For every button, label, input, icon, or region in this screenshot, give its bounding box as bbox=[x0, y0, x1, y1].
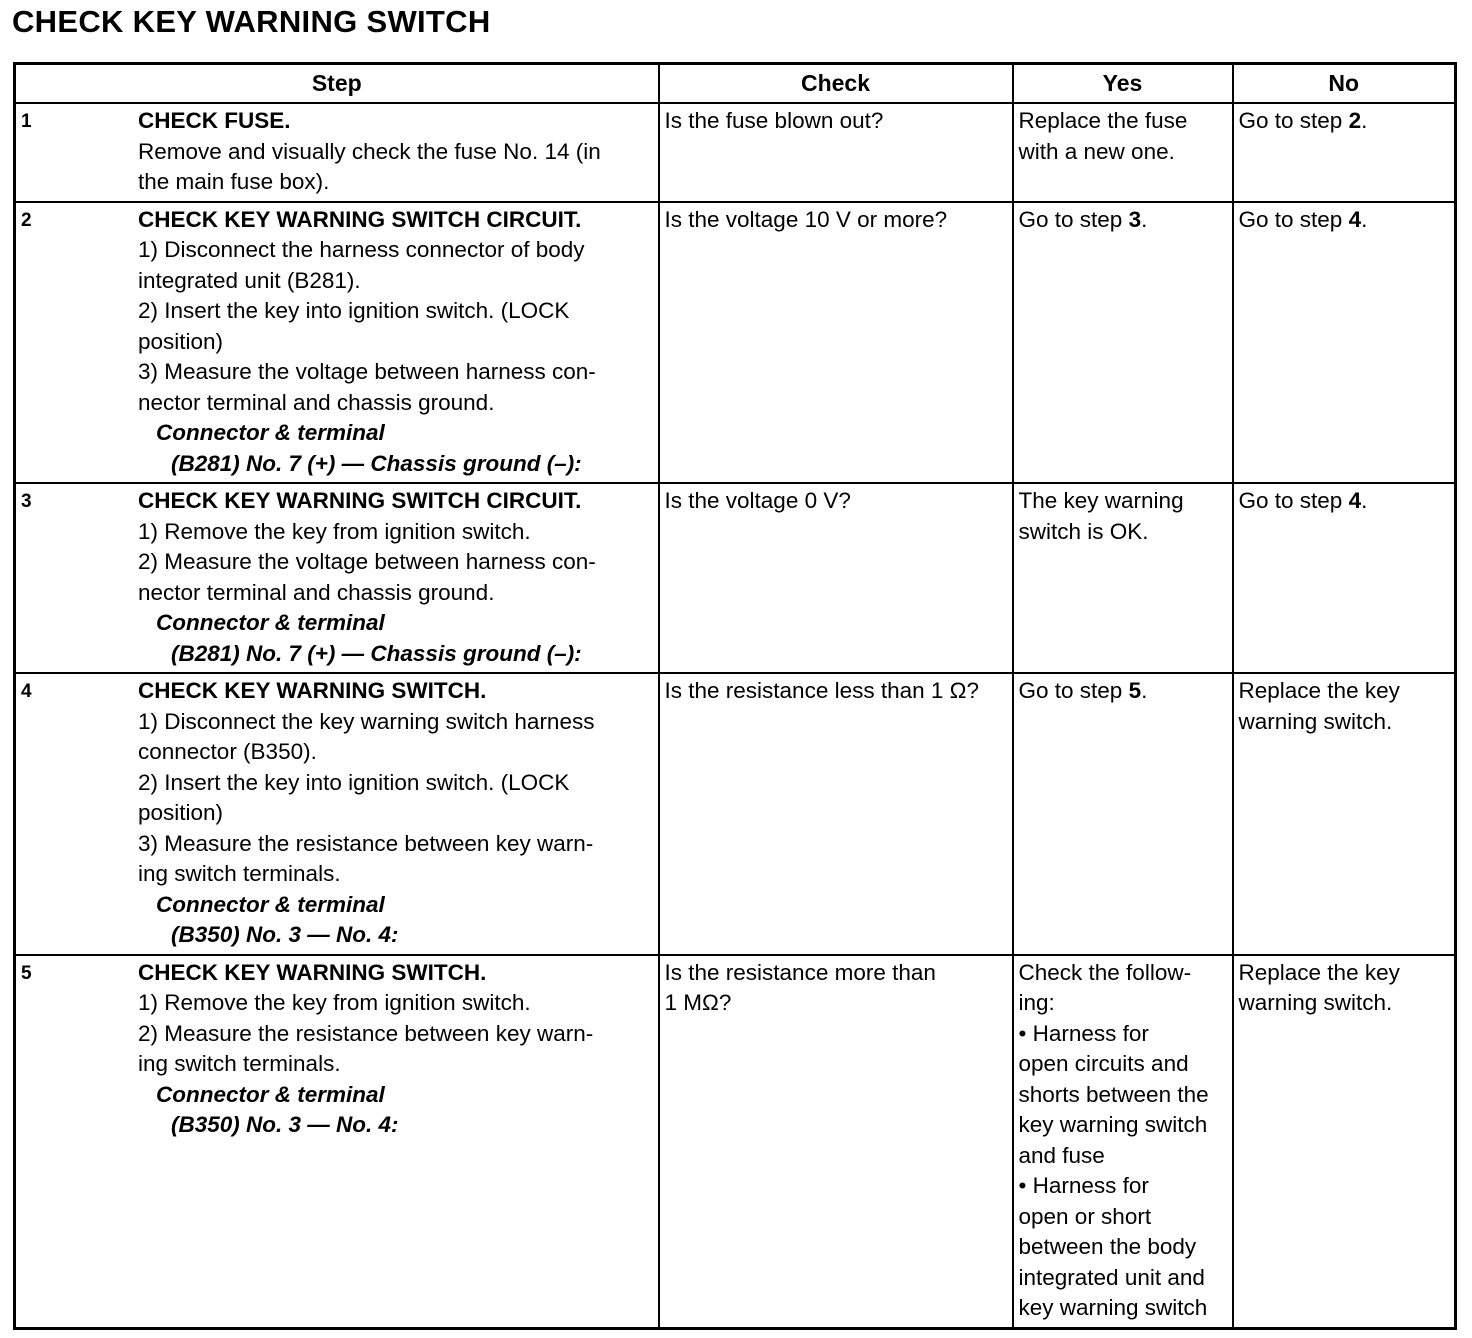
step-number: 2 bbox=[21, 209, 32, 231]
step-instruction: position) bbox=[138, 328, 224, 354]
step-instruction: ing switch terminals. bbox=[138, 1051, 341, 1076]
yes-text: key warning switch bbox=[1018, 1295, 1208, 1320]
connector-label: Connector & terminal bbox=[156, 1081, 385, 1107]
connector-value: (B350) No. 3 — No. 4: bbox=[171, 922, 399, 947]
table-row bbox=[15, 673, 1456, 955]
yes-text: between the body bbox=[1018, 1234, 1197, 1259]
diagnostic-table bbox=[13, 62, 1457, 1330]
connector-label: Connector & terminal bbox=[156, 610, 385, 635]
no-text: Go to step bbox=[1238, 108, 1349, 133]
connector-value: (B281) No. 7 (+) — Chassis ground (–): bbox=[171, 450, 582, 476]
yes-cell bbox=[1013, 955, 1233, 1329]
no-cell bbox=[1233, 202, 1456, 484]
check-text: Is the voltage 0 V? bbox=[664, 488, 851, 513]
check-cell bbox=[659, 483, 1013, 673]
step-number: 1 bbox=[21, 111, 32, 132]
yes-text: ing: bbox=[1018, 990, 1055, 1015]
step-instruction: 2) Insert the key into ignition switch. (LOCK bbox=[138, 769, 570, 795]
check-text: Is the fuse blown out? bbox=[664, 108, 884, 133]
no-text: Go to step bbox=[1238, 206, 1349, 232]
header-check: Check bbox=[659, 64, 1013, 104]
yes-cell bbox=[1013, 673, 1233, 955]
connector-label: Connector & terminal bbox=[156, 891, 385, 917]
header-step: Step bbox=[15, 64, 659, 104]
header-yes: Yes bbox=[1013, 64, 1233, 104]
yes-text: with a new one. bbox=[1018, 138, 1175, 164]
no-cell bbox=[1233, 673, 1456, 955]
yes-text: key warning switch bbox=[1018, 1112, 1208, 1137]
suffix: . bbox=[1361, 488, 1368, 513]
yes-cell bbox=[1013, 202, 1233, 484]
yes-text: open or short bbox=[1018, 1203, 1152, 1229]
yes-text: Go to step bbox=[1018, 678, 1129, 703]
yes-text: The key warning bbox=[1018, 488, 1184, 513]
page-title: CHECK KEY WARNING SWITCH bbox=[12, 4, 491, 39]
step-title: CHECK FUSE. bbox=[138, 108, 291, 133]
check-cell bbox=[659, 673, 1013, 955]
check-text: Is the voltage 10 V or more? bbox=[664, 206, 948, 232]
no-text: Go to step bbox=[1238, 488, 1349, 513]
step-ref: 4 bbox=[1348, 488, 1362, 513]
step-cell bbox=[15, 483, 659, 673]
yes-cell bbox=[1013, 483, 1233, 673]
step-instruction: 1) Remove the key from ignition switch. bbox=[138, 990, 531, 1015]
step-instruction: 3) Measure the resistance between key warn- bbox=[138, 830, 594, 856]
step-ref: 5 bbox=[1128, 678, 1142, 703]
table-row bbox=[15, 103, 1456, 202]
suffix: . bbox=[1141, 206, 1148, 232]
step-instruction: 1) Disconnect the harness connector of body bbox=[138, 237, 585, 262]
yes-text: switch is OK. bbox=[1018, 518, 1149, 544]
yes-text: Replace the fuse bbox=[1018, 108, 1188, 133]
step-title: CHECK KEY WARNING SWITCH CIRCUIT. bbox=[138, 488, 582, 513]
suffix: . bbox=[1361, 206, 1368, 232]
step-title: CHECK KEY WARNING SWITCH. bbox=[138, 678, 487, 703]
step-instruction: 1) Remove the key from ignition switch. bbox=[138, 518, 531, 544]
step-title: CHECK KEY WARNING SWITCH. bbox=[138, 959, 487, 985]
table-row bbox=[15, 202, 1456, 484]
step-instruction: nector terminal and chassis ground. bbox=[138, 389, 495, 415]
no-text: warning switch. bbox=[1238, 708, 1393, 734]
step-instruction: the main fuse box). bbox=[138, 169, 330, 194]
step-instruction: ing switch terminals. bbox=[138, 861, 341, 886]
step-instruction: position) bbox=[138, 800, 224, 825]
step-instruction: 2) Measure the voltage between harness con- bbox=[138, 549, 596, 574]
connector-value: (B281) No. 7 (+) — Chassis ground (–): bbox=[171, 640, 582, 666]
step-instruction: 2) Measure the resistance between key warn- bbox=[138, 1020, 594, 1046]
suffix: . bbox=[1141, 678, 1148, 703]
step-cell bbox=[15, 955, 659, 1329]
yes-text: • Harness for bbox=[1018, 1173, 1149, 1198]
connector-value: (B350) No. 3 — No. 4: bbox=[171, 1112, 399, 1137]
yes-text: Go to step bbox=[1018, 206, 1129, 232]
step-instruction: nector terminal and chassis ground. bbox=[138, 579, 495, 605]
step-instruction: connector (B350). bbox=[138, 739, 317, 764]
step-title: CHECK KEY WARNING SWITCH CIRCUIT. bbox=[138, 206, 582, 232]
yes-text: shorts between the bbox=[1018, 1081, 1209, 1107]
step-number: 3 bbox=[21, 491, 32, 512]
step-ref: 4 bbox=[1348, 206, 1362, 232]
check-cell bbox=[659, 955, 1013, 1329]
step-ref: 2 bbox=[1348, 108, 1362, 133]
yes-text: and fuse bbox=[1018, 1142, 1105, 1168]
connector-label: Connector & terminal bbox=[156, 420, 385, 445]
yes-cell bbox=[1013, 103, 1233, 202]
no-text: Replace the key bbox=[1238, 959, 1400, 985]
header-no: No bbox=[1233, 64, 1456, 104]
step-cell bbox=[15, 673, 659, 955]
step-instruction: 2) Insert the key into ignition switch. (LOCK bbox=[138, 298, 570, 323]
yes-text: integrated unit and bbox=[1018, 1264, 1205, 1290]
step-instruction: Remove and visually check the fuse No. 14 (in bbox=[138, 138, 601, 164]
step-number: 5 bbox=[21, 962, 32, 984]
yes-text: Check the follow- bbox=[1018, 959, 1192, 985]
no-cell bbox=[1233, 955, 1456, 1329]
table-row bbox=[15, 955, 1456, 1329]
check-cell bbox=[659, 202, 1013, 484]
step-cell bbox=[15, 103, 659, 202]
check-cell bbox=[659, 103, 1013, 202]
no-cell bbox=[1233, 483, 1456, 673]
header-row bbox=[15, 64, 1456, 104]
step-cell bbox=[15, 202, 659, 484]
table-row bbox=[15, 483, 1456, 673]
step-number: 4 bbox=[21, 681, 32, 702]
no-text: Replace the key bbox=[1238, 678, 1400, 703]
no-cell bbox=[1233, 103, 1456, 202]
yes-text: open circuits and bbox=[1018, 1051, 1189, 1076]
suffix: . bbox=[1361, 108, 1368, 133]
step-instruction: 1) Disconnect the key warning switch harness bbox=[138, 708, 595, 734]
step-instruction: integrated unit (B281). bbox=[138, 267, 361, 293]
check-text: 1 MΩ? bbox=[664, 990, 732, 1015]
step-ref: 3 bbox=[1128, 206, 1142, 232]
check-text: Is the resistance less than 1 Ω? bbox=[664, 678, 979, 703]
step-instruction: 3) Measure the voltage between harness con- bbox=[138, 359, 596, 384]
no-text: warning switch. bbox=[1238, 990, 1393, 1015]
yes-text: • Harness for bbox=[1018, 1020, 1149, 1046]
check-text: Is the resistance more than bbox=[664, 959, 936, 985]
